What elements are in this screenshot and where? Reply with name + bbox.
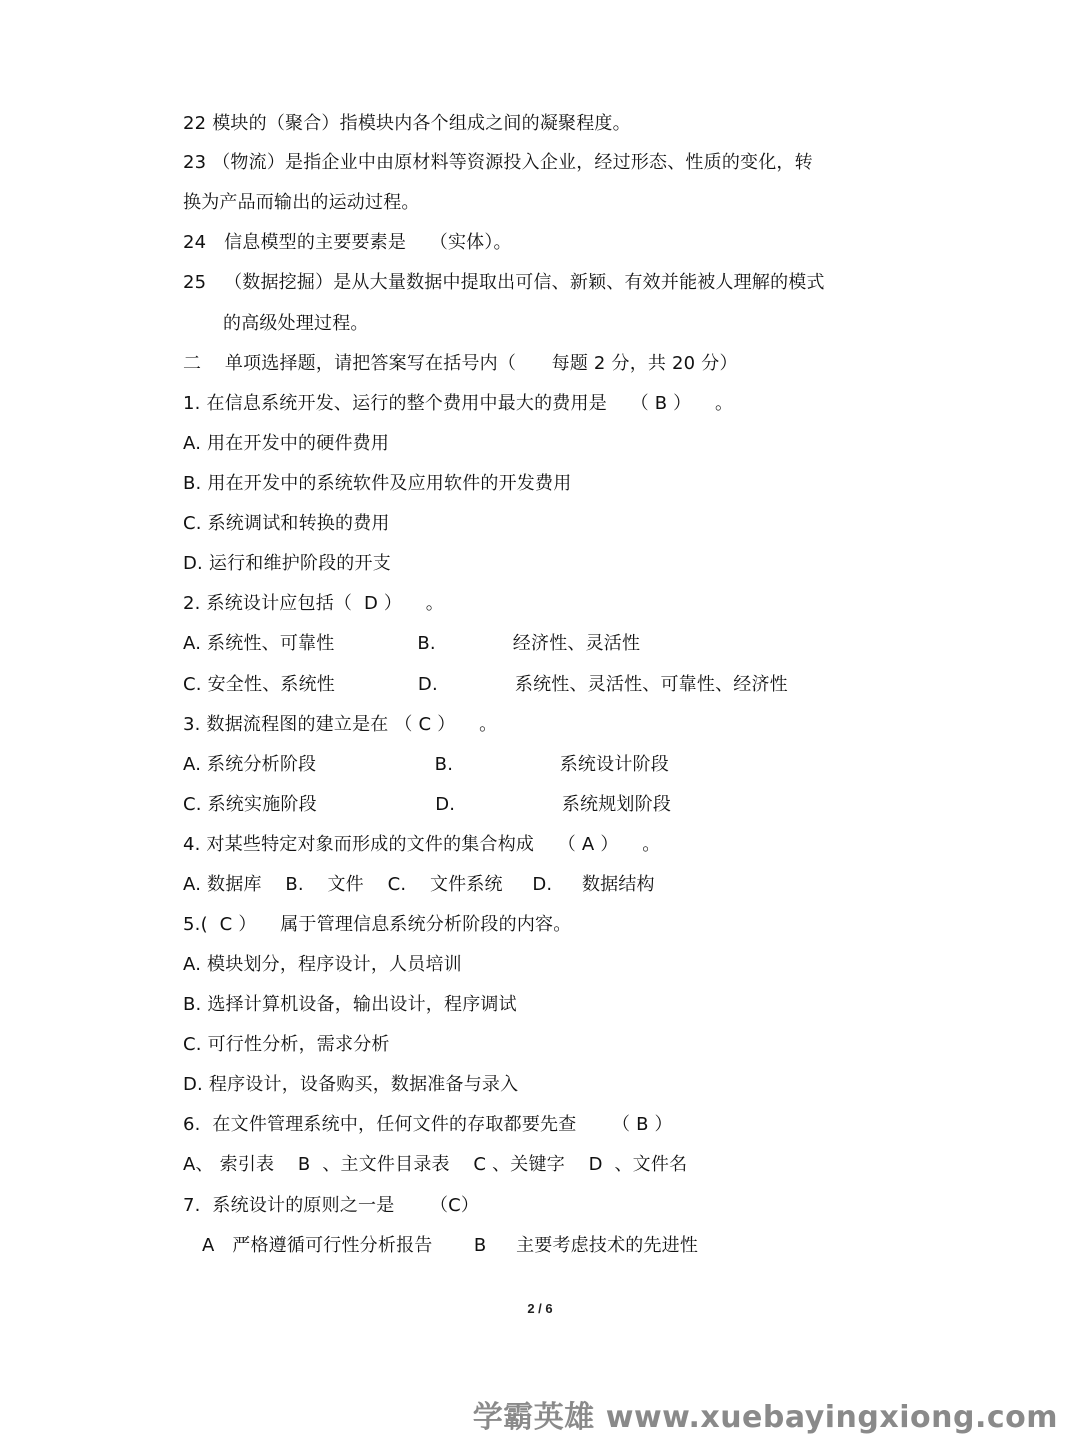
watermark: 学霸英雄 www.xuebayingxiong.com [472,1400,1058,1435]
question-line: 1. 在信息系统开发、运行的整个费用中最大的费用是 （ B ） 。 [183,393,734,414]
option-line: D. 运行和维护阶段的开支 [183,553,391,574]
question-line: 6. 在文件管理系统中，任何文件的存取都要先查 （ B ） [183,1114,673,1135]
option-line: A 严格遵循可行性分析报告 B 主要考虑技术的先进性 [202,1235,699,1256]
text-line: 23 （物流）是指企业中由原材料等资源投入企业，经过形态、性质的变化，转 [183,152,813,173]
question-line: 5.( C ） 属于管理信息系统分析阶段的内容。 [183,914,572,935]
option-line: C. 系统实施阶段 D. 系统规划阶段 [183,794,672,815]
option-line: A、 索引表 B 、主文件目录表 C 、关键字 D 、文件名 [183,1154,688,1175]
question-line: 7. 系统设计的原则之一是 （C） [183,1195,480,1216]
question-line: 3. 数据流程图的建立是在 （ C ） 。 [183,714,498,735]
option-line: B. 选择计算机设备，输出设计，程序调试 [183,994,517,1015]
option-line: C. 安全性、系统性 D. 系统性、灵活性、可靠性、经济性 [183,674,788,695]
option-line: A. 系统性、可靠性 B. 经济性、灵活性 [183,633,641,654]
option-line: D. 程序设计，设备购买，数据准备与录入 [183,1074,519,1095]
option-line: C. 系统调试和转换的费用 [183,513,390,534]
question-line: 2. 系统设计应包括（ D ） 。 [183,593,445,614]
option-line: B. 用在开发中的系统软件及应用软件的开发费用 [183,473,572,494]
option-line: A. 模块划分，程序设计，人员培训 [183,954,462,975]
page-number: 2 / 6 [527,1301,553,1316]
question-line: 4. 对某些特定对象而形成的文件的集合构成 （ A ） 。 [183,834,661,855]
option-line: A. 用在开发中的硬件费用 [183,433,390,454]
text-line: 换为产品而输出的运动过程。 [183,192,420,213]
option-line: C. 可行性分析，需求分析 [183,1034,390,1055]
text-line: 的高级处理过程。 [223,313,369,334]
section-heading: 二 单项选择题，请把答案写在括号内（ 每题 2 分，共 20 分） [183,353,738,374]
text-line: 25 （数据挖掘）是从大量数据中提取出可信、新颖、有效并能被人理解的模式 [183,272,825,293]
text-line: 24 信息模型的主要要素是 （实体）。 [183,232,512,253]
text-line: 22 模块的（聚合）指模块内各个组成之间的凝聚程度。 [183,113,631,134]
option-line: A. 系统分析阶段 B. 系统设计阶段 [183,754,669,775]
option-line: A. 数据库 B. 文件 C. 文件系统 D. 数据结构 [183,874,655,895]
